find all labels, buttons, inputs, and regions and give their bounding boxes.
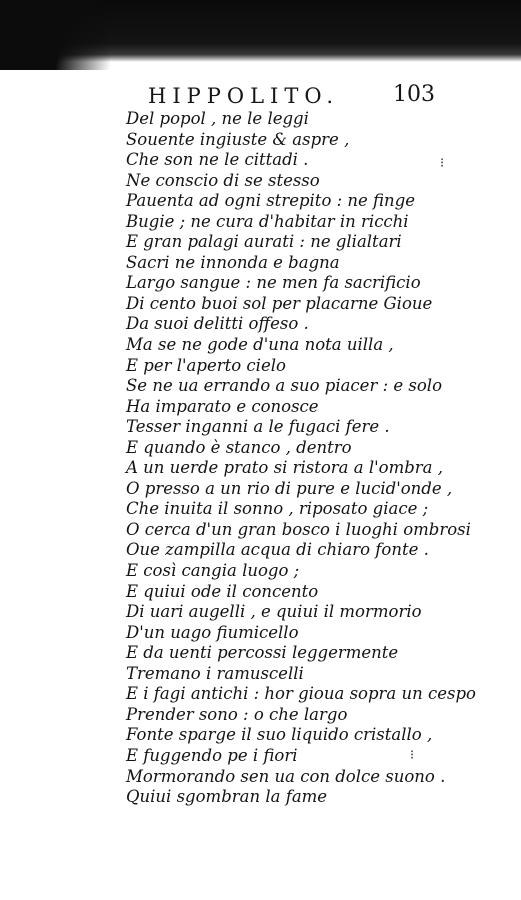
verse-line: O presso a un rio di pure e lucid'onde , bbox=[126, 478, 453, 498]
verse-line: E gran palagi aurati : ne glialtari bbox=[126, 232, 402, 252]
verse-line: Bugie ; ne cura d'habitar in ricchi bbox=[126, 211, 409, 231]
verse-line: A un uerde prato si ristora a l'ombra , bbox=[126, 458, 444, 478]
verse-line: Di cento buoi sol per placarne Gioue bbox=[126, 293, 433, 313]
verse-line: E fuggendo pe i fiori bbox=[126, 745, 298, 765]
verse-line: Souente ingiuste & aspre , bbox=[126, 129, 350, 149]
verse-line: D'un uago fiumicello bbox=[126, 622, 299, 642]
verse-text bbox=[126, 109, 514, 808]
verse-line: Prender sono : o che largo bbox=[126, 704, 348, 724]
verse-line: E da uenti percossi leggermente bbox=[126, 643, 399, 663]
verse-line: Che inuita il sonno , riposato giace ; bbox=[126, 499, 429, 519]
verse-line: Oue zampilla acqua di chiaro fonte . bbox=[126, 540, 429, 560]
verse-line: Fonte sparge il suo liquido cristallo , bbox=[126, 725, 433, 745]
verse-line: Del popol , ne le leggi bbox=[126, 109, 309, 128]
verse-line: Di uari augelli , e quiui il mormorio bbox=[126, 602, 422, 622]
verse-line: Tremano i ramuscelli bbox=[126, 663, 304, 683]
verse-line: Sacri ne innonda e bagna bbox=[126, 252, 340, 272]
verse-line: Mormorando sen ua con dolce suono . bbox=[126, 766, 446, 786]
verse-line: O cerca d'un gran bosco i luoghi ombrosi bbox=[126, 519, 471, 539]
verse-line: E per l'aperto cielo bbox=[126, 355, 286, 375]
verse-line: E i fagi antichi : hor gioua sopra un cespo bbox=[126, 684, 476, 704]
verse-line: Ma se ne gode d'una nota uilla , bbox=[126, 335, 394, 355]
verse-line: Pauenta ad ogni strepito : ne finge bbox=[126, 191, 416, 211]
verse-line: E così cangia luogo ; bbox=[126, 561, 300, 581]
margin-speck-icon: ⁝ bbox=[440, 156, 445, 171]
verse-line: Ha imparato e conosce bbox=[126, 396, 319, 416]
verse-line: E quando è stanco , dentro bbox=[126, 437, 352, 457]
scan-shadow-corner bbox=[0, 0, 110, 70]
page-number: 103 bbox=[393, 82, 435, 107]
verse-line: Che son ne le cittadi . bbox=[126, 150, 309, 170]
verse-line: Ne conscio di se stesso bbox=[126, 170, 320, 190]
verse-line: Da suoi delitti offeso . bbox=[126, 314, 309, 334]
verse-line: E quiui ode il concento bbox=[126, 581, 319, 601]
running-head: HIPPOLITO. bbox=[148, 84, 339, 108]
margin-speck-icon: ⁝ bbox=[410, 748, 415, 763]
verse-line: Largo sangue : ne men fa sacrificio bbox=[126, 273, 421, 293]
verse-line: Se ne ua errando a suo piacer : e solo bbox=[126, 376, 442, 396]
verse-line: Quiui sgombran la fame bbox=[126, 787, 328, 807]
verse-line: Tesser inganni a le fugaci fere . bbox=[126, 417, 390, 437]
